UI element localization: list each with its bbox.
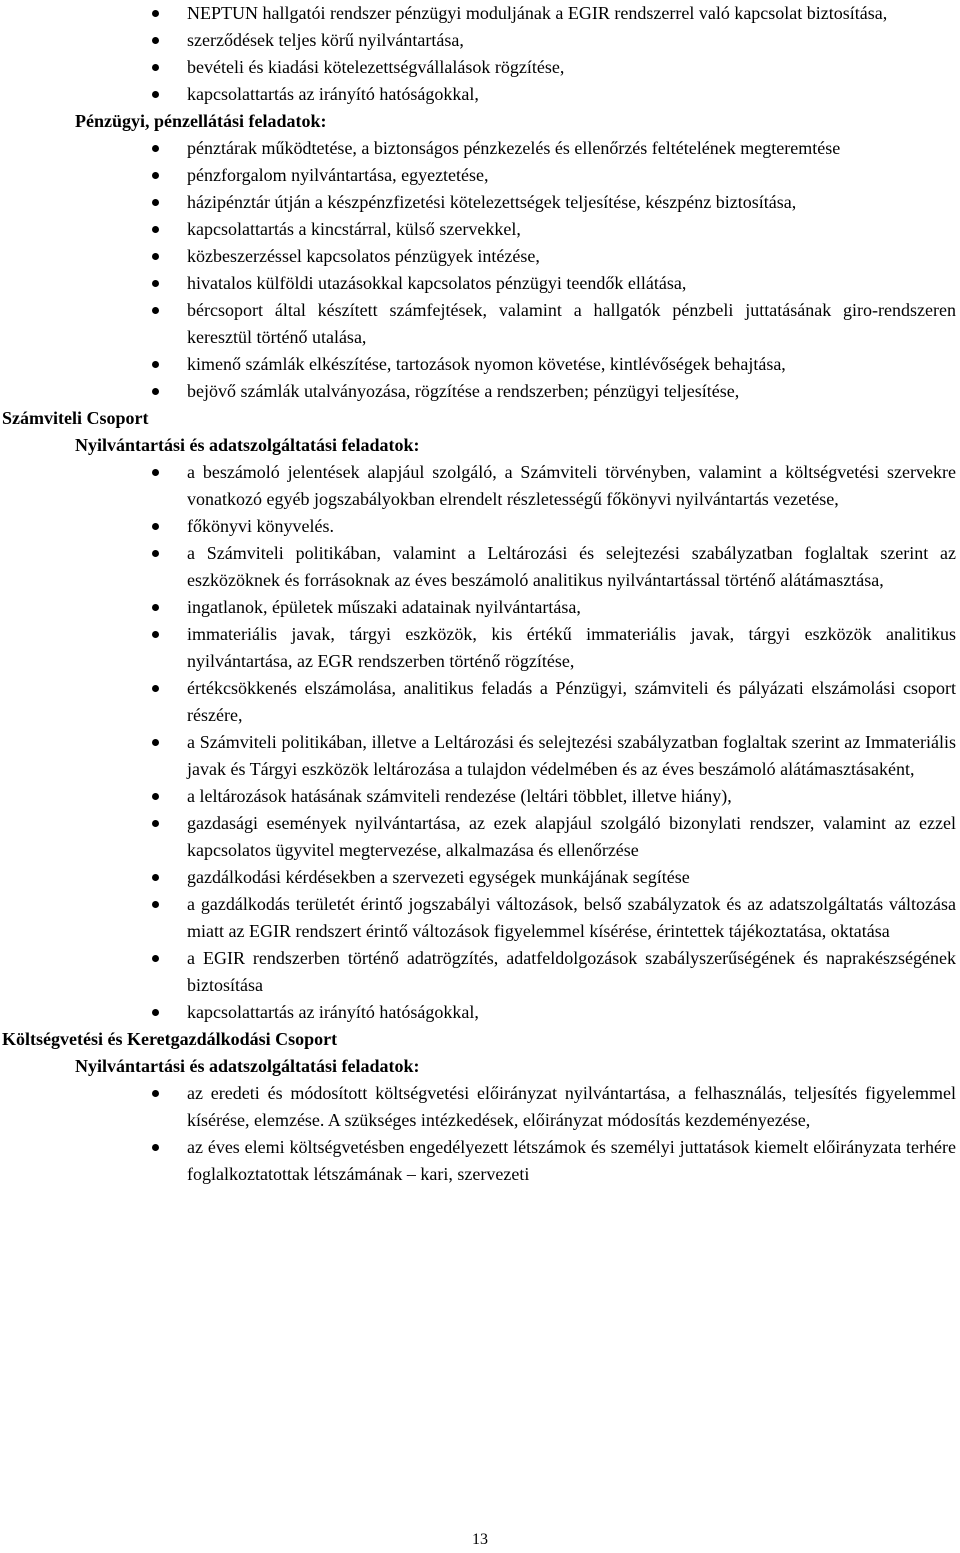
- bullet-list: [0, 0, 960, 108]
- page-number: 13: [472, 1531, 488, 1548]
- list-item: bevételi és kiadási kötelezettségvállalások rögzítése,: [0, 54, 960, 81]
- list-item: bejövő számlák utalványozása, rögzítése a rendszerben; pénzügyi teljesítése,: [0, 378, 960, 405]
- section-subheading: Nyilvántartási és adatszolgáltatási feladatok:: [75, 435, 420, 455]
- list-item: pénztárak működtetése, a biztonságos pénzkezelés és ellenőrzés feltételének megteremtése: [0, 135, 960, 162]
- bullet-list: [0, 1080, 960, 1188]
- section-heading: Költségvetési és Keretgazdálkodási Csoport: [2, 1029, 338, 1049]
- list-item: gazdálkodási kérdésekben a szervezeti egységek munkájának segítése: [0, 864, 960, 891]
- list-item: kimenő számlák elkészítése, tartozások nyomon követése, kintlévőségek behajtása,: [0, 351, 960, 378]
- bullet-list: [0, 459, 960, 1026]
- list-item: pénzforgalom nyilvántartása, egyeztetése,: [0, 162, 960, 189]
- list-item: bércsoport által készített számfejtések, valamint a hallgatók pénzbeli juttatásának giro-rendszeren keresztül történő utalása,: [0, 297, 960, 351]
- list-item: a gazdálkodás területét érintő jogszabályi változások, belső szabályzatok és az adatszolgáltatás változása miatt az EGIR rendszert érintő változások figyelemmel kísérése, érintettek tájékoztatása, oktatása: [0, 891, 960, 945]
- list-item: a EGIR rendszerben történő adatrögzítés, adatfeldolgozások szabályszerűségének és naprakészségének biztosítása: [0, 945, 960, 999]
- list-item: értékcsökkenés elszámolása, analitikus feladás a Pénzügyi, számviteli és pályázati elszámolási csoport részére,: [0, 675, 960, 729]
- bullet-list: [0, 135, 960, 405]
- section-subheading: Pénzügyi, pénzellátási feladatok:: [75, 111, 327, 131]
- section-heading: Számviteli Csoport: [2, 408, 149, 428]
- section-subheading: Nyilvántartási és adatszolgáltatási feladatok:: [75, 1056, 420, 1076]
- list-item: gazdasági események nyilvántartása, az ezek alapjául szolgáló bizonylati rendszer, valamint az ezzel kapcsolatos ügyvitel megtervezése, alkalmazása és ellenőrzése: [0, 810, 960, 864]
- list-item: kapcsolattartás az irányító hatóságokkal,: [0, 999, 960, 1026]
- list-item: a beszámoló jelentések alapjául szolgáló, a Számviteli törvényben, valamint a költségvetési szervekre vonatkozó egyéb jogszabályokban elrendelt részletességű főkönyvi nyilvántartás vezetése,: [0, 459, 960, 513]
- list-item: az eredeti és módosított költségvetési előirányzat nyilvántartása, a felhasználás, teljesítés figyelemmel kísérése, elemzése. A szükséges intézkedések, előirányzat módosítás kezdeményezése,: [0, 1080, 960, 1134]
- list-item: az éves elemi költségvetésben engedélyezett létszámok és személyi juttatások kiemelt előirányzata terhére foglalkoztatottak létszámának – kari, szervezeti: [0, 1134, 960, 1188]
- list-item: kapcsolattartás a kincstárral, külső szervekkel,: [0, 216, 960, 243]
- list-item: főkönyvi könyvelés.: [0, 513, 960, 540]
- list-item: NEPTUN hallgatói rendszer pénzügyi moduljának a EGIR rendszerrel való kapcsolat biztosítása,: [0, 0, 960, 27]
- list-item: a Számviteli politikában, illetve a Leltározási és selejtezési szabályzatban foglaltak szerint az Immateriális javak és Tárgyi eszközök leltározása a tulajdon védelmében és az éves beszámoló alátámasztásaként,: [0, 729, 960, 783]
- list-item: kapcsolattartás az irányító hatóságokkal,: [0, 81, 960, 108]
- list-item: ingatlanok, épületek műszaki adatainak nyilvántartása,: [0, 594, 960, 621]
- list-item: a Számviteli politikában, valamint a Leltározási és selejtezési szabályzatban foglaltak szerint az eszközöknek és forrásoknak az éves beszámoló analitikus nyilvántartással történő alátámasztása,: [0, 540, 960, 594]
- list-item: szerződések teljes körű nyilvántartása,: [0, 27, 960, 54]
- list-item: közbeszerzéssel kapcsolatos pénzügyek intézése,: [0, 243, 960, 270]
- list-item: házipénztár útján a készpénzfizetési kötelezettségek teljesítése, készpénz biztosítása,: [0, 189, 960, 216]
- list-item: a leltározások hatásának számviteli rendezése (leltári többlet, illetve hiány),: [0, 783, 960, 810]
- list-item: immateriális javak, tárgyi eszközök, kis értékű immateriális javak, tárgyi eszközök analitikus nyilvántartása, az EGR rendszerben történő rögzítése,: [0, 621, 960, 675]
- list-item: hivatalos külföldi utazásokkal kapcsolatos pénzügyi teendők ellátása,: [0, 270, 960, 297]
